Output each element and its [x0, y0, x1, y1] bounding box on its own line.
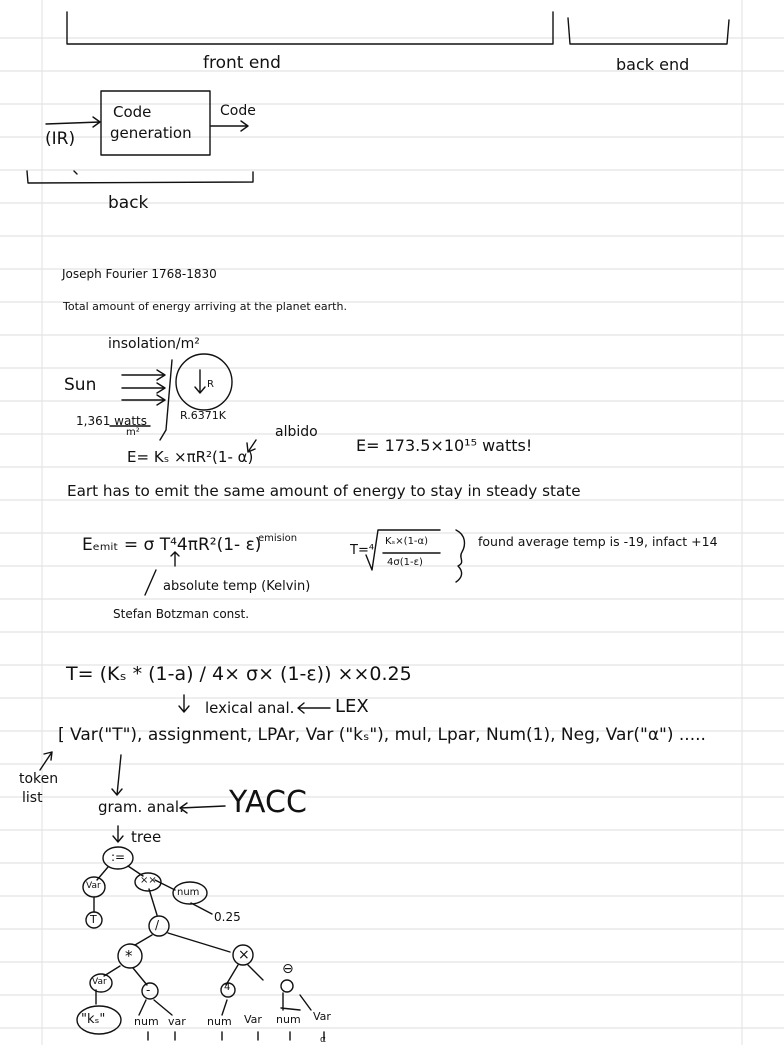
- tree-node-num: num: [177, 887, 200, 898]
- radius-symbol: R: [207, 379, 214, 390]
- grammar-analysis-label: gram. anal.: [98, 798, 184, 816]
- sun-arrows: [122, 370, 165, 405]
- boltzmann-pointer: [145, 570, 156, 595]
- tree-arrow: [113, 826, 123, 842]
- tree-node-assign: :=: [111, 850, 126, 864]
- tree-label: tree: [131, 828, 162, 846]
- tree-node-num-c: num: [207, 1015, 232, 1028]
- code-box-line1: Code: [113, 103, 152, 121]
- tree-node-var-d: Var: [313, 1010, 331, 1023]
- output-arrow: [211, 121, 248, 131]
- token-list-label-line1: token: [19, 771, 59, 787]
- temp-formula-lhs: T=⁴: [350, 543, 375, 558]
- tree-node-var-b: var: [168, 1015, 186, 1028]
- grammar-arrow: [112, 755, 122, 795]
- tree-node-multiply: *: [125, 947, 133, 965]
- watts-unit: m²: [126, 427, 140, 438]
- code-box-line2: generation: [110, 124, 192, 142]
- emission-label: emision: [258, 533, 298, 544]
- tree-leaf-t: T: [90, 913, 97, 926]
- tree-leaf-alpha: α: [320, 1035, 326, 1045]
- tree-leaf-ks: "kₛ": [81, 1012, 106, 1027]
- tree-node-num-b: num: [134, 1015, 159, 1028]
- tree-leaf-four: 4: [224, 982, 231, 993]
- lexical-analysis-label: lexical anal.: [205, 699, 295, 717]
- tree-node-minus: -: [146, 983, 151, 997]
- temp-formula-numerator: Kₛ×(1-α): [385, 536, 429, 547]
- formula-e: E= Kₛ ×πR²(1- α): [127, 448, 254, 466]
- lexical-arrow: [179, 695, 189, 712]
- temp-formula-denominator: 4σ(1-ε): [387, 557, 423, 568]
- tree-node-exponent: ××: [140, 875, 157, 886]
- front-end-bracket: [67, 12, 553, 44]
- tree-node-var-c: Var: [244, 1013, 262, 1026]
- tree-num-value: 0.25: [214, 910, 241, 924]
- steady-state-line: Eart has to emit the same amount of energy to stay in steady state: [67, 482, 581, 500]
- tree-node-var-ks: Var: [92, 977, 107, 987]
- back-end-bracket: [568, 18, 729, 44]
- tree-node-var-t: Var: [86, 881, 101, 891]
- token-stream: [ Var("T"), assignment, LPAr, Var ("kₛ"), mul, Lpar, Num(1), Neg, Var("α") .....: [58, 725, 706, 745]
- token-list-label-line2: list: [22, 790, 43, 806]
- back-bracket: [27, 171, 253, 183]
- radius-value: R.6371K: [180, 409, 226, 422]
- tree-node-negate: ⊖: [282, 961, 294, 977]
- watts-value: 1,361 watts: [76, 414, 147, 428]
- earth-circle: [176, 354, 232, 410]
- fourier-subtitle: Total amount of energy arriving at the planet earth.: [63, 300, 347, 313]
- tree-node-times: ×: [238, 947, 250, 963]
- yacc-arrow: [180, 803, 225, 813]
- tree-node-num-d: num: [276, 1013, 301, 1026]
- sun-label: Sun: [64, 375, 97, 395]
- fourier-heading: Joseph Fourier 1768-1830: [62, 267, 217, 281]
- token-list-arrow: [40, 752, 52, 770]
- output-code-label: Code: [220, 103, 256, 119]
- lex-label: LEX: [335, 696, 369, 717]
- syntax-tree-nodes: [77, 847, 293, 1034]
- temperature-expression: T= (Kₛ * (1-a) / 4× σ× (1-ε)) ××0.25: [66, 663, 412, 685]
- ir-label: (IR): [45, 129, 76, 149]
- back-label: back: [108, 193, 149, 213]
- radius-arrow: [195, 370, 205, 393]
- lex-arrow: [298, 703, 330, 713]
- absolute-temp-label: absolute temp (Kelvin): [163, 579, 311, 594]
- back-end-label: back end: [616, 55, 690, 74]
- ir-arrow: [46, 117, 100, 127]
- code-generation-box: [101, 91, 210, 155]
- energy-value: E= 173.5×10¹⁵ watts!: [356, 436, 533, 455]
- yacc-label: YACC: [229, 785, 307, 820]
- tree-node-divide: /: [155, 918, 160, 932]
- found-average-note: found average temp is -19, infact +14: [478, 534, 718, 549]
- emit-formula: Eₑₘᵢₜ = σ T⁴4πR²(1- ε): [82, 535, 262, 555]
- albido-label: albido: [275, 424, 318, 440]
- insolation-label: insolation/m²: [108, 336, 200, 352]
- curly-brace: [456, 530, 464, 582]
- boltzmann-label: Stefan Botzman const.: [113, 607, 250, 621]
- front-end-label: front end: [203, 53, 281, 73]
